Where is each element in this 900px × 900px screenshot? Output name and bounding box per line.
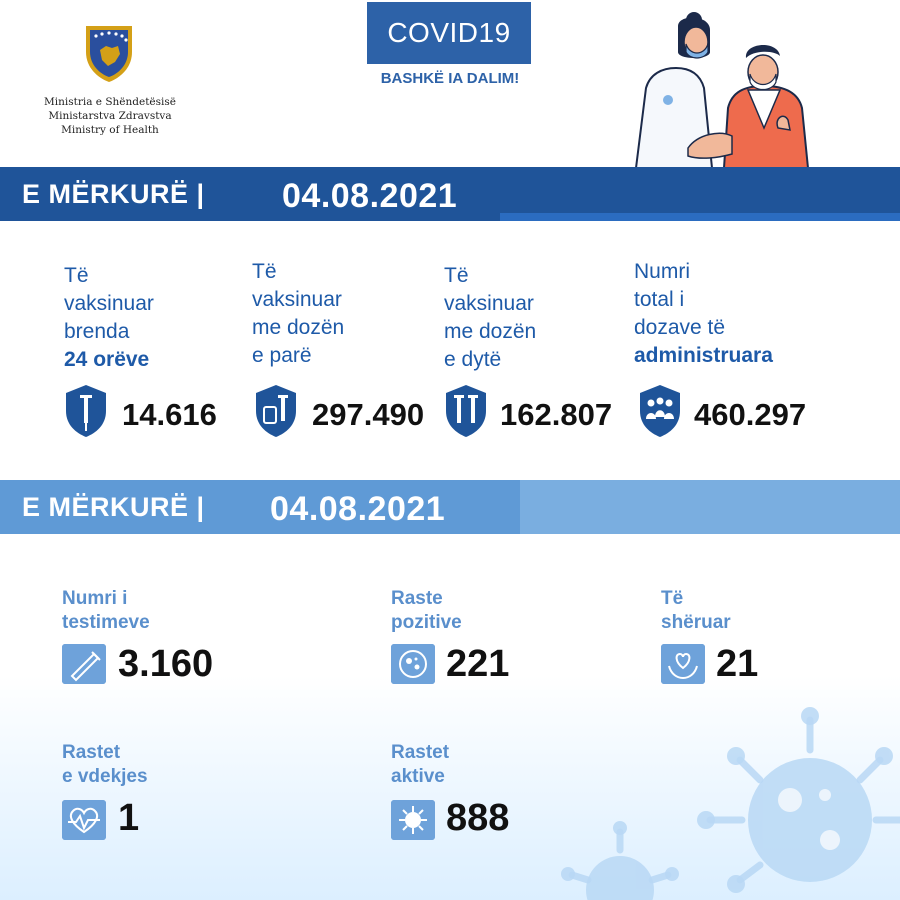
ministry-line-sr: Ministarstva Zdravstva	[48, 110, 172, 122]
heart-hands-icon	[661, 644, 705, 684]
active-cases-value: 888	[446, 797, 510, 839]
deaths-label: Rastet e vdekjes	[62, 742, 148, 787]
two-syringes-shield-icon	[444, 383, 488, 439]
positive-cases-value: 221	[446, 643, 510, 685]
virus-icon	[391, 800, 435, 840]
test-tube-icon	[62, 644, 106, 684]
virus-decoration-icon	[520, 700, 900, 900]
doctor-patient-illustration-icon	[628, 8, 828, 168]
recovered-label: Të shëruar	[661, 588, 731, 633]
recovered-value: 21	[716, 643, 759, 685]
vaccinated-first-dose-value: 297.490	[312, 397, 425, 432]
ministry-name	[40, 95, 180, 137]
vaccinated-24h-label: Të vaksinuar brenda 24 orëve	[64, 264, 154, 371]
positive-cases-label: Raste pozitive	[391, 588, 462, 633]
campaign-title: COVID19	[367, 2, 531, 64]
vaccinated-second-dose-label: Të vaksinuar me dozën e dytë	[444, 264, 537, 371]
vial-syringe-shield-icon	[254, 383, 298, 439]
vaccinated-first-dose-label: Të vaksinuar me dozën e parë	[252, 260, 345, 367]
kosovo-emblem-icon	[82, 22, 136, 84]
syringe-shield-icon	[64, 383, 108, 439]
people-shield-icon	[638, 383, 682, 439]
deaths-value: 1	[118, 797, 140, 839]
cases-day: E MËRKURË |	[22, 492, 205, 522]
tests-label: Numri i testimeve	[62, 588, 150, 633]
vaccination-day: E MËRKURË |	[22, 179, 205, 209]
cases-date-bar	[0, 480, 900, 534]
vaccination-date: 04.08.2021	[282, 177, 458, 215]
heartbeat-icon	[62, 800, 106, 840]
total-doses-value: 460.297	[694, 397, 807, 432]
active-cases-label: Rastet aktive	[391, 742, 450, 787]
virus-cell-icon	[391, 644, 435, 684]
vaccinated-second-dose-value: 162.807	[500, 397, 613, 432]
total-doses-label: Numri total i dozave të administruara	[634, 260, 773, 367]
tests-value: 3.160	[118, 643, 214, 685]
ministry-line-en: Ministry of Health	[61, 124, 159, 136]
campaign-slogan: BASHKË IA DALIM!	[380, 70, 520, 87]
ministry-line-sq: Ministria e Shëndetësisë	[43, 96, 176, 108]
vaccinated-24h-value: 14.616	[122, 397, 217, 432]
cases-date: 04.08.2021	[270, 490, 446, 528]
vaccination-date-bar	[0, 167, 900, 221]
